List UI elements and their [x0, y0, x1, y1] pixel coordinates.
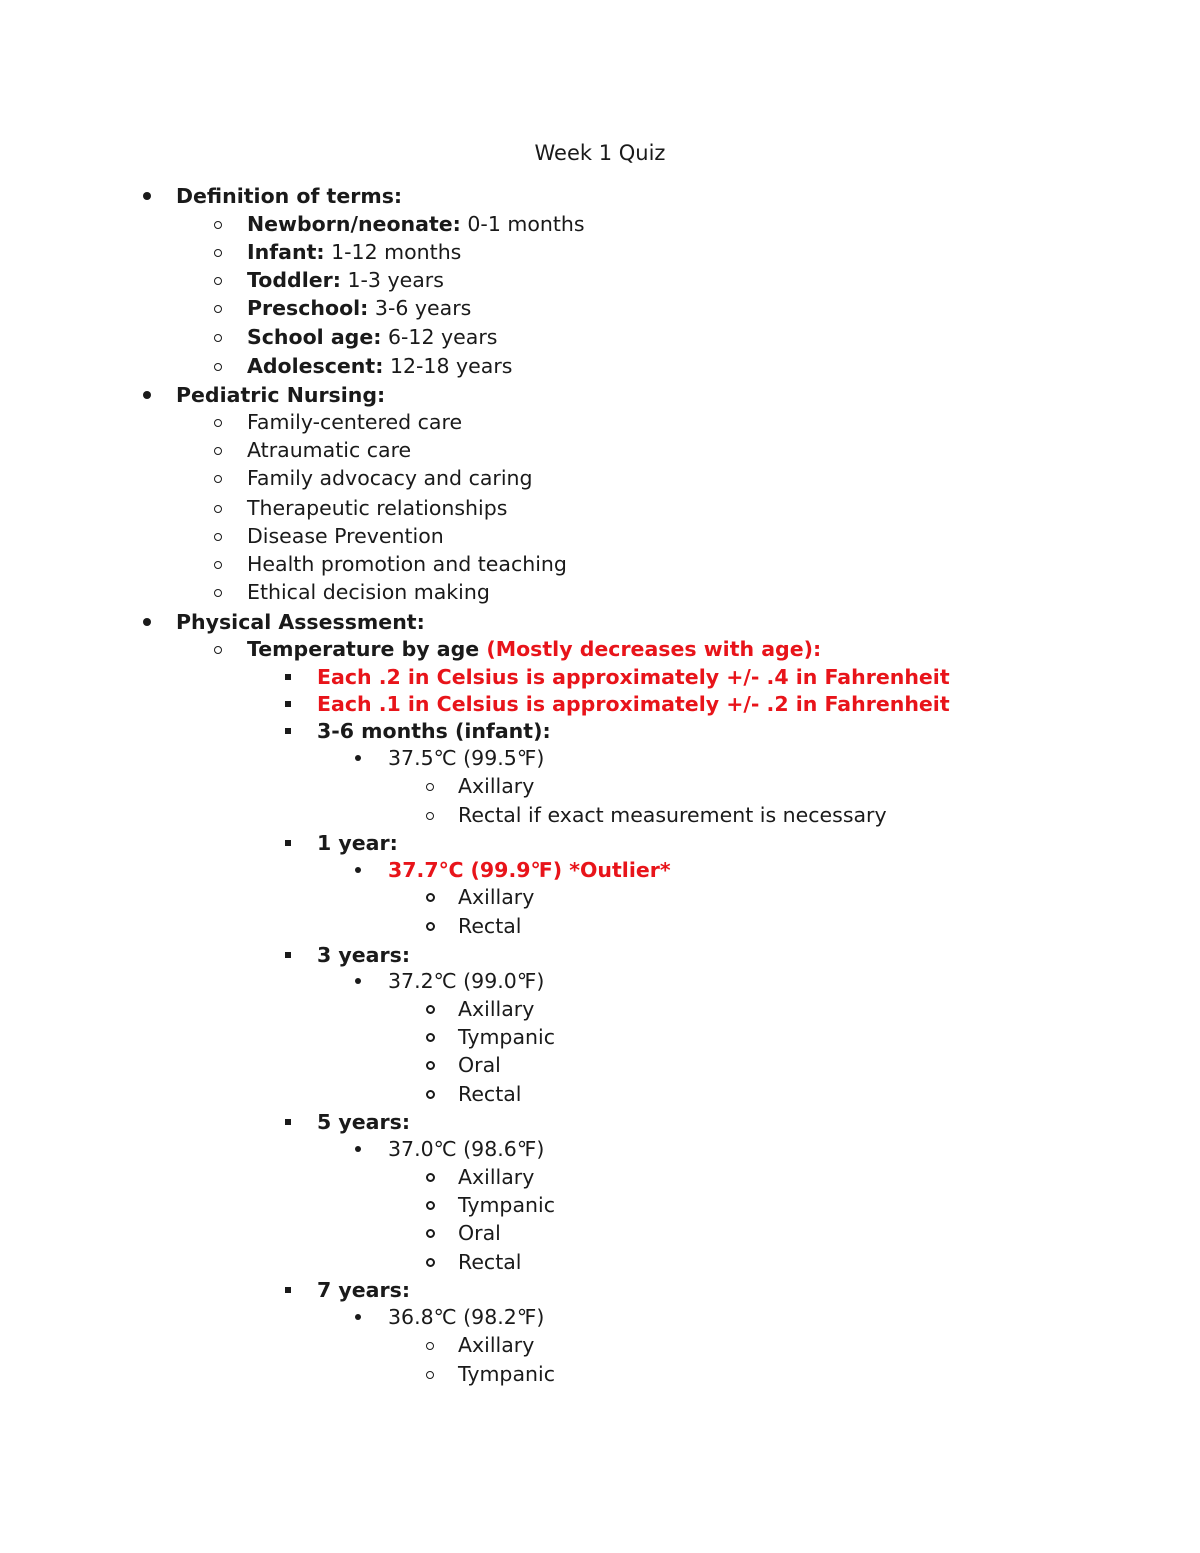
square-bullet-icon	[274, 690, 302, 718]
term-label: Toddler:	[247, 268, 341, 292]
method-label: Axillary	[458, 885, 535, 909]
term-value: 0-1 months	[467, 212, 585, 236]
term-label: Infant:	[247, 240, 325, 264]
circle-bullet-icon	[204, 436, 232, 464]
term-label: Newborn/neonate:	[247, 212, 461, 236]
square-bullet-icon	[274, 941, 302, 969]
method-label: Axillary	[458, 1165, 535, 1189]
circle-bullet-icon	[204, 550, 232, 578]
circle-bullet-icon	[416, 1360, 444, 1388]
circle-bullet-icon	[416, 772, 444, 800]
circle-bullet-icon	[416, 1163, 444, 1191]
term-label: School age:	[247, 325, 382, 349]
method-label: Rectal	[458, 1250, 522, 1274]
circle-bullet-icon	[204, 522, 232, 550]
circle-bullet-icon	[416, 1051, 444, 1079]
term-value: 6-12 years	[387, 325, 498, 349]
conversion-note: Each .2 in Celsius is approximately +/- .4 in Fahrenheit	[317, 665, 950, 689]
method-label: Tympanic	[458, 1362, 555, 1386]
term-value: 3-6 years	[374, 296, 472, 320]
circle-bullet-icon	[416, 801, 444, 829]
bullet-icon	[344, 1303, 372, 1331]
circle-bullet-icon	[416, 1219, 444, 1247]
circle-bullet-icon	[204, 238, 232, 266]
temperature-value: 37.7℃ (99.9℉) *Outlier*	[388, 858, 671, 882]
square-bullet-icon	[274, 663, 302, 691]
square-bullet-icon	[274, 829, 302, 857]
circle-bullet-icon	[416, 1023, 444, 1051]
age-label: 3 years:	[317, 943, 411, 967]
circle-bullet-icon	[204, 578, 232, 606]
circle-bullet-icon	[204, 210, 232, 238]
circle-bullet-icon	[204, 266, 232, 294]
square-bullet-icon	[274, 1276, 302, 1304]
term-value: 1-3 years	[347, 268, 444, 292]
term-value: 1-12 months	[331, 240, 462, 264]
method-label: Axillary	[458, 774, 535, 798]
square-bullet-icon	[274, 717, 302, 745]
bullet-icon	[344, 744, 372, 772]
method-label: Axillary	[458, 997, 535, 1021]
square-bullet-icon	[274, 1108, 302, 1136]
list-item-label: Health promotion and teaching	[247, 552, 567, 576]
method-label: Rectal	[458, 914, 522, 938]
temperature-value: 37.5℃ (99.5℉)	[388, 746, 545, 770]
age-label: 1 year:	[317, 831, 398, 855]
method-label: Axillary	[458, 1333, 535, 1357]
temp-note: (Mostly decreases with age):	[486, 637, 822, 661]
conversion-note: Each .1 in Celsius is approximately +/- .2 in Fahrenheit	[317, 692, 950, 716]
temp-label: Temperature by age	[247, 637, 480, 661]
term-label: Preschool:	[247, 296, 369, 320]
term-label: Adolescent:	[247, 354, 384, 378]
method-label: Tympanic	[458, 1193, 555, 1217]
method-label: Rectal if exact measurement is necessary	[458, 803, 887, 827]
bullet-icon	[344, 856, 372, 884]
circle-bullet-icon	[416, 883, 444, 911]
temperature-value: 37.2℃ (99.0℉)	[388, 969, 545, 993]
term-value: 12-18 years	[389, 354, 513, 378]
method-label: Tympanic	[458, 1025, 555, 1049]
temperature-value: 36.8℃ (98.2℉)	[388, 1305, 545, 1329]
circle-bullet-icon	[204, 408, 232, 436]
list-item-label: Atraumatic care	[247, 438, 412, 462]
circle-bullet-icon	[416, 1331, 444, 1359]
circle-bullet-icon	[204, 494, 232, 522]
circle-bullet-icon	[416, 1080, 444, 1108]
circle-bullet-icon	[204, 352, 232, 380]
list-item-label: Ethical decision making	[247, 580, 490, 604]
circle-bullet-icon	[204, 635, 232, 663]
circle-bullet-icon	[204, 294, 232, 322]
bullet-icon	[133, 608, 161, 636]
temperature-value: 37.0℃ (98.6℉)	[388, 1137, 545, 1161]
circle-bullet-icon	[416, 1248, 444, 1276]
page-title: Week 1 Quiz	[534, 141, 666, 165]
circle-bullet-icon	[204, 323, 232, 351]
bullet-icon	[344, 1135, 372, 1163]
bullet-icon	[133, 182, 161, 210]
method-label: Oral	[458, 1053, 501, 1077]
section-heading: Physical Assessment:	[176, 610, 425, 634]
circle-bullet-icon	[416, 995, 444, 1023]
age-label: 5 years:	[317, 1110, 411, 1134]
method-label: Rectal	[458, 1082, 522, 1106]
list-item-label: Therapeutic relationships	[247, 496, 508, 520]
section-heading: Pediatric Nursing:	[176, 383, 386, 407]
list-item-label: Disease Prevention	[247, 524, 444, 548]
list-item-label: Family-centered care	[247, 410, 463, 434]
circle-bullet-icon	[204, 464, 232, 492]
bullet-icon	[133, 381, 161, 409]
method-label: Oral	[458, 1221, 501, 1245]
section-heading: Definition of terms:	[176, 184, 403, 208]
bullet-icon	[344, 967, 372, 995]
age-label: 7 years:	[317, 1278, 411, 1302]
age-label: 3-6 months (infant):	[317, 719, 551, 743]
circle-bullet-icon	[416, 1191, 444, 1219]
list-item-label: Family advocacy and caring	[247, 466, 533, 490]
circle-bullet-icon	[416, 912, 444, 940]
